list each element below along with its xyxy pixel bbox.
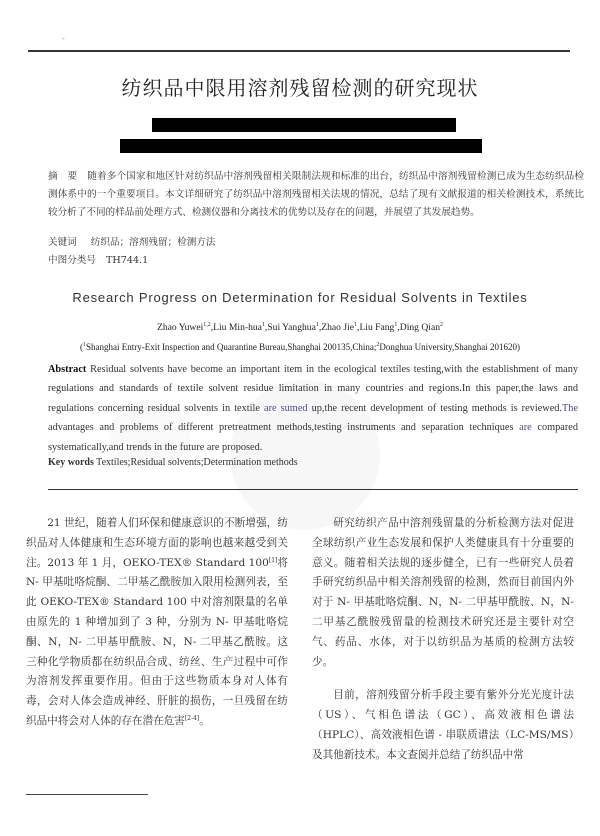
affil-sup: 2 xyxy=(376,342,380,348)
author-affil-sup: 1 xyxy=(261,322,265,328)
abstract-en-text: Residual solvents have become an important item in the ecological textiles testing,with the establishment of many regulations and standards of textile solvent residue limitation in many countries and regions.In this paper,the laws and regulations concerning residual solvents in textile xyxy=(48,364,578,414)
redacted-authors xyxy=(152,118,456,132)
abstract-en-text: compared systematically,and trends in the future are proposed. xyxy=(48,422,578,453)
citation: [1] xyxy=(268,556,278,564)
keywords-cn-label: 关键词 xyxy=(48,237,77,248)
body-paragraph: 目前，溶剂残留分析手段主要有紫外分光光度计法（US）、气相色谱法（GC）、高效液相色谱法（HPLC）、高效液相色谱 - 串联质谱法（LC-MS/MS）及其他新技术。本文查阅并总结了纺织品中常 xyxy=(312,689,574,761)
body-column-left xyxy=(26,514,288,732)
citation: [2-4] xyxy=(184,714,200,722)
author-name: Sui Yanghua xyxy=(267,322,316,333)
abstract-cn xyxy=(48,168,584,222)
author-affil-sup: 1 xyxy=(354,322,358,328)
abstract-en-highlight: are xyxy=(519,422,532,434)
classification xyxy=(48,252,148,266)
body-paragraph xyxy=(26,514,288,732)
body-column-right xyxy=(312,514,574,766)
keywords-en-label: Key words xyxy=(48,457,94,468)
author-name: Liu Fang xyxy=(359,322,395,333)
abstract-en-highlight: are sumed xyxy=(264,402,308,414)
keywords-en xyxy=(48,457,298,468)
abstract-cn-text: 随着多个国家和地区针对纺织品中溶剂残留相关限制法规和标准的出台，纺织品中溶剂残留检测已成为生态纺织品检测体系中的一个重要项目。本文详细研究了纺织品中溶剂残留相关法规的情况，总结了现有文献报道的相关检测技术，系统比较分析了不同的样品前处理方式、检测仪器和分离技术的优势以及存在的问题，并展望了其发展趋势。 xyxy=(48,171,585,218)
header-mark: - xyxy=(62,34,65,43)
keywords-en-text: Textiles;Residual solvents;Determination methods xyxy=(93,457,298,468)
top-rule xyxy=(28,50,570,52)
affil-text: Shanghai Entry-Exit Inspection and Quarantine Bureau,Shanghai 200135,China; xyxy=(85,342,377,352)
redacted-affiliation xyxy=(120,139,482,153)
keywords-cn-text: 纺织品；溶剂残留；检测方法 xyxy=(90,237,216,248)
author-affil-sup: 1 xyxy=(315,322,319,328)
body-text: 将 N- 甲基吡咯烷酮、二甲基乙酰胺加入限用检测列表，至此 OEKO-TEX® Standard 100 中对溶剂限量的名单由原先的 1 种增加到了 3 种，分别为 N- 甲基吡咯烷酮、N，N- 二甲基甲酰胺、N，N- 二甲基乙酰胺。这三种化学物质都在纺织品合成、纺丝、生产过程中可作为溶剂发挥重要作用。但由于这些物质本身对人体有毒，会对人体会造成神经、肝脏的损伤，一旦残留在纺织品中将会对人体的存在潜在危害 xyxy=(26,556,288,727)
english-title: Research Progress on Determination for Residual Solvents in Textiles xyxy=(72,290,528,305)
abstract-en-text: advantages and problems of different pretreatment methods,testing instruments and separation techniques xyxy=(48,422,520,434)
author-name: Zhao Yuwei xyxy=(156,322,204,333)
classification-value: TH744.1 xyxy=(105,255,149,266)
author-affil-sup: 2 xyxy=(440,322,444,328)
affiliation-line: ($^1$Shanghai Entry-Exit Inspection and Quarantine Bureau,Shanghai 200135,China;$^2$Donghua University,Shanghai 201620) xyxy=(79,342,521,352)
author-affil-sup: 1 xyxy=(394,322,398,328)
classification-label: 中图分类号 xyxy=(48,255,96,266)
author-affil-sup: 1,2 xyxy=(203,322,211,328)
abstract-en xyxy=(48,360,578,457)
keywords-cn xyxy=(48,234,216,248)
footnote-rule xyxy=(26,794,148,795)
abstract-en-text: up,the recent development of testing methods is reviewed. xyxy=(307,402,562,414)
paper-title: 纺织品中限用溶剂残留检测的研究现状 xyxy=(121,76,479,100)
affil-sup: 1 xyxy=(82,342,86,348)
affil-text: Donghua University,Shanghai 201620) xyxy=(379,342,521,352)
body-text: 21 世纪，随着人们环保和健康意识的不断增强，纺织品对人体健康和生态环境方面的影响也越来越受到关注。2013 年 1 月，OEKO-TEX® Standard 100 xyxy=(26,517,288,569)
abstract-en-label: Abstract xyxy=(48,364,87,375)
abstract-en-highlight: The xyxy=(562,402,579,414)
abstract-cn-label: 摘 要 xyxy=(48,171,78,182)
author-name: Liu Min-hua xyxy=(213,322,262,333)
body-paragraph: 研究纺织产品中溶剂残留量的分析检测方法对促进全球纺织产业生态发展和保护人类健康具有十分重要的意义。随着相关法规的逐步健全，已有一些研究人员着手研究纺织品中相关溶剂残留的检测，然而目前国内外对于 N- 甲基吡咯烷酮、N，N- 二甲基甲酰胺、N，N- 二甲基乙酰胺残留量的检测技术研究还是主要针对空气、药品、水体，对于以纺织品为基质的检测方法较少。 xyxy=(312,517,574,668)
author-name: Ding Qian xyxy=(399,322,441,333)
section-rule xyxy=(48,489,578,490)
body-text: 。 xyxy=(199,714,210,727)
author-name: Zhao Jie xyxy=(321,322,355,333)
author-list: Zhao Yuwei$^{1,2}$,Liu Min-hua$^1$,Sui Yanghua$^1$,Zhao Jie$^1$,Liu Fang$^1$,Ding Qian$^2$ xyxy=(156,322,444,333)
